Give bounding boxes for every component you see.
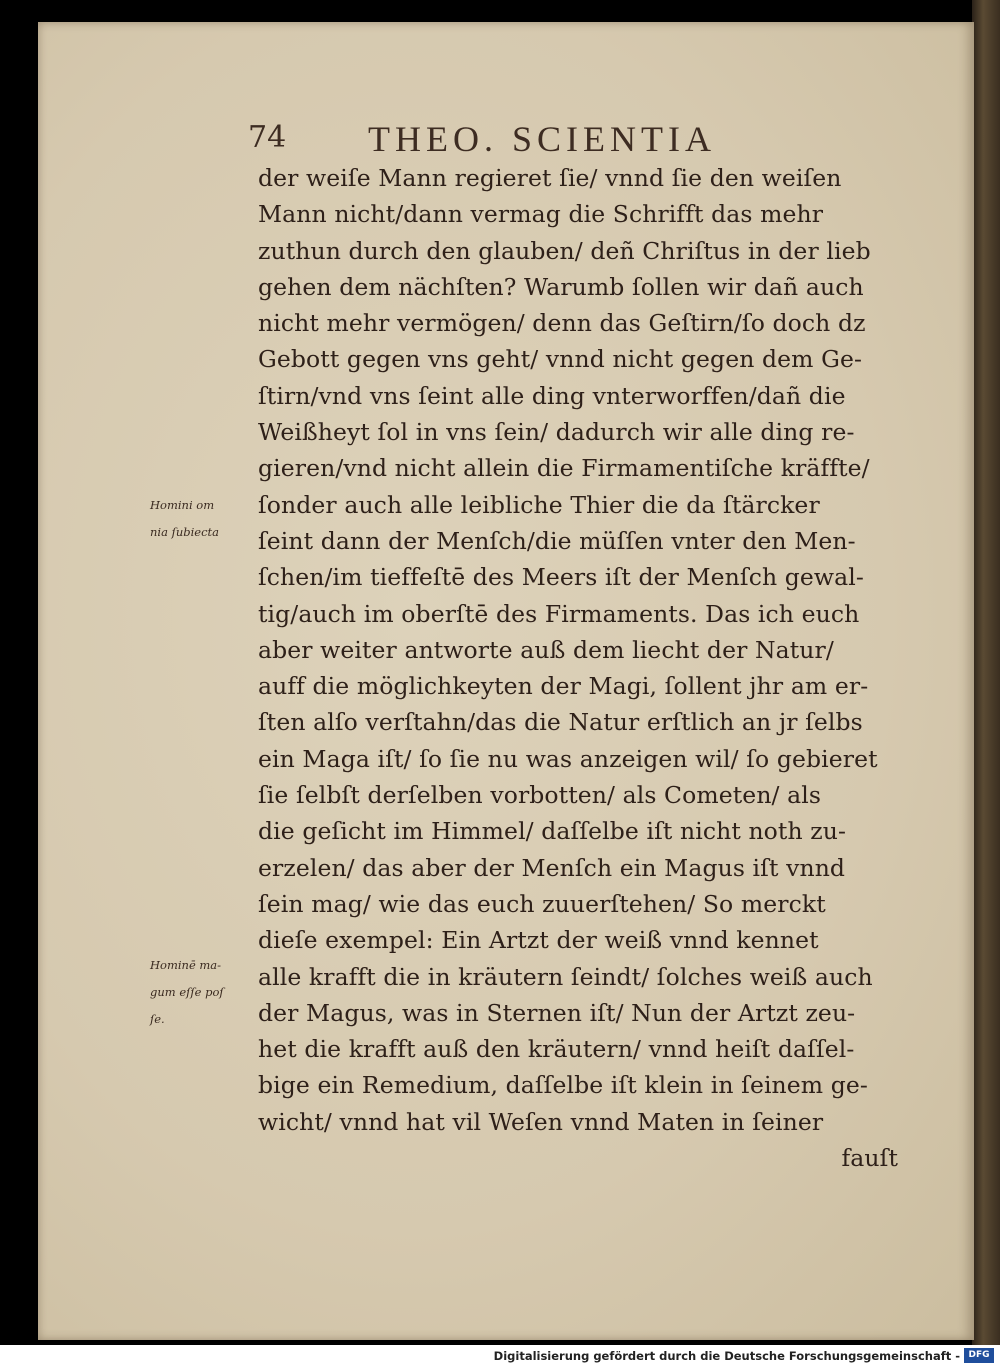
- page-number: 74: [248, 120, 287, 155]
- marginal-note-line: Homini om: [150, 498, 215, 512]
- text-line: erzelen/ das aber der Menſch ein Magus iſt vnnd: [258, 853, 846, 882]
- text-line: gieren/vnd nicht allein die Firmamentiſche kräffte/: [258, 454, 870, 483]
- text-line: alle krafft die in kräutern ſeindt/ ſolches weiß auch: [258, 962, 873, 991]
- marginal-note-line: ſe.: [150, 1012, 165, 1026]
- book-binding-edge: [972, 0, 1000, 1345]
- text-line: nicht mehr vermögen/ denn das Geſtirn/ſo doch dz: [258, 309, 866, 338]
- footer-bar: [0, 1345, 1000, 1367]
- main-text-block: [258, 160, 938, 1176]
- text-line: aber weiter antworte auß dem liecht der Natur/: [258, 635, 834, 664]
- text-line: Mann nicht/dann vermag die Schrifft das mehr: [258, 200, 824, 229]
- text-line: ſie ſelbſt derſelben vorbotten/ als Cometen/ als: [258, 781, 822, 810]
- text-line: zuthun durch den glauben/ deñ Chriſtus in der lieb: [258, 236, 871, 265]
- marginal-note-homini: [150, 492, 260, 546]
- text-line: ſten alſo verſtahn/das die Natur erſtlich an jr ſelbs: [258, 708, 863, 737]
- text-line: der weiſe Mann regieret ſie/ vnnd ſie den weiſen: [258, 164, 842, 192]
- text-line: ſeint dann der Menſch/die müſſen vnter den Men-: [258, 526, 856, 555]
- text-line: tig/auch im oberſtē des Firmaments. Das ich euch: [258, 599, 860, 628]
- marginal-note-line: nia ſubiecta: [150, 525, 220, 539]
- text-line: ſein mag/ wie das euch zuuerſtehen/ So merckt: [258, 889, 826, 918]
- text-line: gehen dem nächſten? Warumb ſollen wir dañ auch: [258, 272, 864, 301]
- page-header: [248, 110, 808, 160]
- text-line: die geſicht im Himmel/ daſſelbe iſt nicht noth zu-: [258, 817, 847, 846]
- text-line: ein Maga iſt/ ſo ſie nu was anzeigen wil/ ſo gebieret: [258, 744, 878, 773]
- marginal-note-line: Hominē ma-: [150, 958, 222, 972]
- text-line: der Magus, was in Sternen iſt/ Nun der Artzt zeu-: [258, 998, 856, 1027]
- text-line: ſonder auch alle leibliche Thier die da ſtärcker: [258, 490, 820, 519]
- text-line: het die krafft auß den kräutern/ vnnd heiſt daſſel-: [258, 1035, 855, 1064]
- text-line: Gebott gegen vns geht/ vnnd nicht gegen dem Ge-: [258, 345, 863, 374]
- marginal-note-magum: [150, 952, 260, 1033]
- running-title: THEO. SCIENTIA: [368, 119, 716, 159]
- text-line: auff die möglichkeyten der Magi, ſollent jhr am er-: [258, 672, 869, 701]
- text-line: ſchen/im tieffeſtē des Meers iſt der Menſch gewal-: [258, 563, 864, 592]
- text-line: wicht/ vnnd hat vil Weſen vnnd Maten in ſeiner: [258, 1107, 824, 1136]
- funding-credit: Digitalisierung gefördert durch die Deutsche Forschungsgemeinschaft -: [493, 1349, 960, 1363]
- text-line: Weißheyt ſol in vns ſein/ dadurch wir alle ding re-: [258, 418, 855, 447]
- dfg-logo: DFG: [964, 1348, 994, 1363]
- catchword: fauſt: [841, 1144, 898, 1173]
- text-line: ſtirn/vnd vns ſeint alle ding vnterworffen/dañ die: [258, 381, 846, 410]
- text-line: bige ein Remedium, daſſelbe iſt klein in ſeinem ge-: [258, 1071, 868, 1100]
- text-line: dieſe exempel: Ein Artzt der weiß vnnd kennet: [258, 926, 819, 955]
- marginal-note-line: gum eſſe poſ: [150, 985, 224, 999]
